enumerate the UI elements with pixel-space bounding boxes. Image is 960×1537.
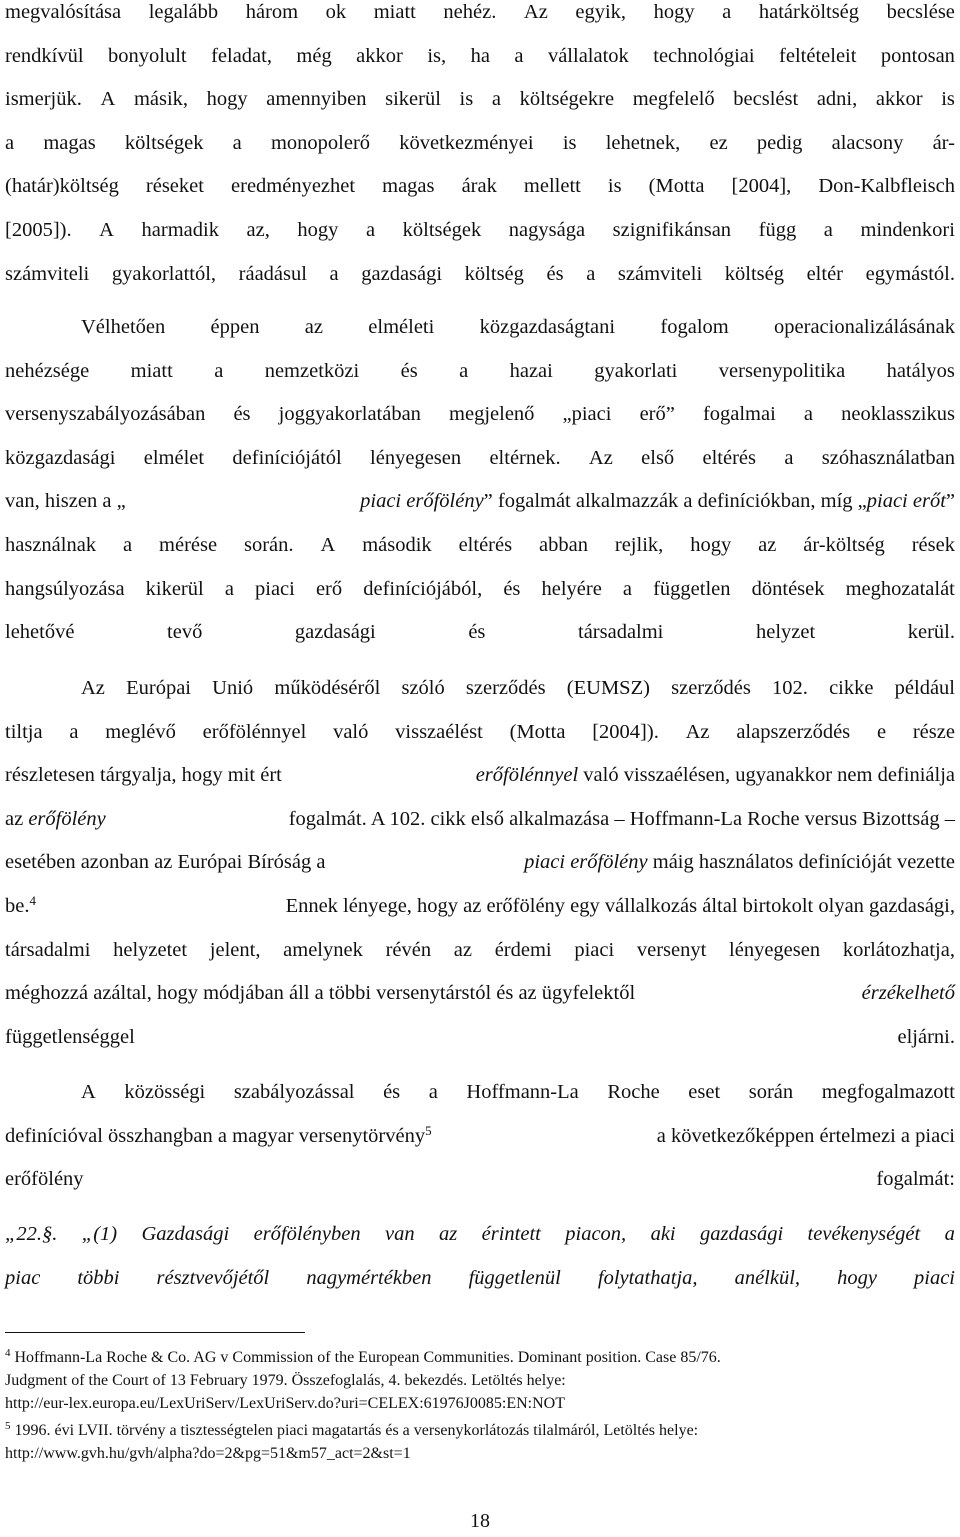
text-line bbox=[5, 568, 955, 612]
word: meghozatalát bbox=[845, 577, 955, 600]
word: versenyt bbox=[636, 938, 707, 961]
text-run: ” fogalmát alkalmazzák a definíciókban, míg „ bbox=[483, 490, 867, 513]
word: eredményezhet bbox=[231, 175, 356, 198]
footnote-number: 5 bbox=[5, 1420, 11, 1432]
word: függetlenül bbox=[468, 1266, 561, 1289]
word: nehéz. bbox=[443, 1, 497, 23]
word: [2004], bbox=[731, 175, 792, 198]
word: gazdasági bbox=[700, 1223, 784, 1245]
word: miatt bbox=[130, 359, 173, 382]
word: a bbox=[784, 446, 794, 469]
word: gyakorlati bbox=[594, 359, 678, 382]
italic-term: piaci erőfölény bbox=[360, 490, 484, 513]
word: szóhasználatban bbox=[821, 446, 955, 469]
word: ár- bbox=[932, 131, 955, 154]
word: és bbox=[400, 359, 418, 382]
italic-term: erőfölénnyel bbox=[475, 764, 579, 787]
word: hogy bbox=[206, 88, 248, 111]
text-line bbox=[5, 1071, 955, 1115]
word: piac bbox=[5, 1266, 41, 1289]
word: tevékenységét bbox=[807, 1223, 921, 1245]
word: érintett bbox=[481, 1223, 541, 1245]
word: operacionalizálásának bbox=[774, 316, 955, 338]
word: e bbox=[876, 720, 887, 743]
word: pedig bbox=[756, 131, 803, 154]
text-line: függetlenséggel eljárni. bbox=[5, 1025, 955, 1048]
text-line bbox=[5, 1213, 955, 1257]
paragraph-3 bbox=[5, 667, 955, 1059]
word: joggyakorlatában bbox=[278, 403, 421, 426]
footnote-number: 4 bbox=[5, 1347, 11, 1359]
word: nehézsége bbox=[5, 359, 90, 382]
word: „22.§. bbox=[5, 1223, 58, 1245]
word: Roche bbox=[607, 1081, 660, 1103]
text-run bbox=[360, 480, 955, 524]
text-run bbox=[5, 1115, 432, 1159]
text-line bbox=[5, 1257, 955, 1301]
text-run: ” bbox=[945, 490, 955, 513]
word: függ bbox=[758, 218, 797, 241]
word: fogalom bbox=[660, 316, 729, 338]
word: hogy bbox=[297, 218, 339, 241]
word: vállalatok bbox=[547, 44, 629, 67]
footnote-text: 1996. évi LVII. törvény a tisztességtelen piaci magatartás és a versenykorlátozás tilalmáról, Letöltés helye: bbox=[14, 1422, 699, 1439]
word: határköltség bbox=[758, 1, 860, 23]
text-line bbox=[5, 885, 955, 929]
word: piaci bbox=[574, 938, 615, 961]
word: az bbox=[453, 938, 472, 961]
footnote-ref-5[interactable]: 5 bbox=[425, 1122, 432, 1138]
word: [2004]). bbox=[592, 720, 659, 743]
word: A bbox=[81, 1081, 96, 1103]
word: eset bbox=[688, 1081, 721, 1103]
word: része bbox=[912, 720, 955, 743]
word: (Motta bbox=[509, 720, 566, 743]
word: is bbox=[941, 88, 955, 111]
word: pontosan bbox=[880, 44, 955, 67]
text-line bbox=[5, 306, 955, 350]
word: erő” bbox=[639, 403, 675, 426]
word: egyik, bbox=[575, 1, 627, 23]
word: aki bbox=[650, 1223, 676, 1245]
text-line bbox=[5, 209, 955, 253]
word: a bbox=[803, 403, 814, 426]
word: a bbox=[365, 218, 376, 241]
word: ha bbox=[470, 44, 490, 67]
word: a bbox=[944, 1223, 955, 1245]
word: hogy bbox=[837, 1266, 877, 1289]
word: erőfölénnyel bbox=[202, 720, 307, 743]
text-run: méghozzá azáltal, hogy módjában áll a többi versenytárstól és az ügyfelektől bbox=[5, 982, 641, 1005]
word: Hoffmann-La bbox=[466, 1081, 579, 1103]
word: versenypolitika bbox=[718, 359, 846, 382]
word: a bbox=[459, 359, 469, 382]
text-line bbox=[5, 929, 955, 973]
word: monopolerő bbox=[270, 131, 371, 154]
word: során bbox=[748, 1081, 794, 1103]
text-line bbox=[5, 437, 955, 481]
word: Gazdasági bbox=[141, 1223, 230, 1245]
paragraph-2 bbox=[5, 306, 955, 655]
word: a bbox=[428, 1081, 438, 1103]
word: réseket bbox=[145, 175, 204, 198]
text-run: fogalmát. A 102. cikk első alkalmazása – Hoffmann-La Roche versus Bizottság – bbox=[283, 807, 955, 830]
paragraph-4 bbox=[5, 1071, 955, 1202]
word: Az bbox=[588, 446, 613, 469]
word: van bbox=[385, 1223, 415, 1245]
word: révén bbox=[385, 938, 432, 961]
word: a bbox=[69, 720, 79, 743]
word: az, bbox=[246, 218, 270, 241]
word: Az bbox=[685, 720, 710, 743]
word: és bbox=[383, 1081, 401, 1103]
word: megfelelő bbox=[632, 88, 715, 111]
word: az bbox=[304, 316, 323, 338]
text-run: be. bbox=[5, 894, 30, 917]
text-run: részletesen tárgyalja, hogy mit ért bbox=[5, 764, 287, 787]
footnote-5 bbox=[5, 1419, 955, 1465]
word: is bbox=[459, 88, 474, 111]
text-line bbox=[5, 1115, 955, 1159]
word: piaci bbox=[914, 1266, 955, 1289]
word: szabályozással bbox=[233, 1081, 355, 1103]
word: Don-Kalbfleisch bbox=[818, 175, 955, 198]
word: feltételeit bbox=[779, 44, 857, 67]
word: alacsony bbox=[831, 131, 904, 154]
text-line bbox=[5, 711, 955, 755]
word: elmélet bbox=[143, 446, 205, 469]
word: is bbox=[607, 175, 622, 198]
word: is bbox=[562, 131, 577, 154]
word: A bbox=[320, 533, 336, 556]
text-line bbox=[5, 798, 955, 842]
footnote-line bbox=[5, 1419, 955, 1442]
word: szignifikánsan bbox=[612, 218, 732, 241]
word: költségekre bbox=[519, 88, 615, 111]
word: a bbox=[232, 131, 242, 154]
word: többi bbox=[77, 1266, 120, 1289]
word: akkor bbox=[356, 44, 403, 67]
word: három bbox=[245, 1, 299, 23]
word: feladat, bbox=[211, 44, 272, 67]
word: a bbox=[722, 1, 732, 23]
text-line bbox=[5, 524, 955, 568]
word: fogalmai bbox=[702, 403, 776, 426]
word: helyére bbox=[541, 577, 602, 600]
word: ok bbox=[325, 1, 347, 23]
word: (Motta bbox=[648, 175, 705, 198]
word: rések bbox=[911, 533, 955, 556]
word: abban bbox=[539, 533, 588, 556]
text-line: Az Európai Unió működéséről szóló szerződés (EUMSZ) szerződés 102. cikke például bbox=[81, 677, 955, 699]
word: becslést bbox=[733, 88, 799, 111]
text-line bbox=[5, 0, 955, 35]
word: tiltja bbox=[5, 720, 43, 743]
word: rejlik, bbox=[614, 533, 664, 556]
word: következményei bbox=[399, 131, 534, 154]
italic-term: piaci erőfölény bbox=[524, 851, 648, 874]
word: helyzetet bbox=[113, 938, 188, 961]
footnote-link[interactable]: http://eur-lex.europa.eu/LexUriServ/LexUriServ.do?uri=CELEX:61976J0085:EN:NOT bbox=[5, 1395, 565, 1412]
word: Az bbox=[523, 1, 548, 23]
text-run: a következőképpen értelmezi a piaci bbox=[651, 1124, 955, 1147]
paragraph-1 bbox=[5, 0, 955, 296]
text-run: máig használatos definícióját vezette bbox=[647, 851, 955, 874]
word: és bbox=[503, 577, 521, 600]
footnote-link[interactable]: http://www.gvh.hu/gvh/alpha?do=2&pg=51&m57_act=2&st=1 bbox=[5, 1445, 411, 1462]
word: ez bbox=[709, 131, 728, 154]
word: adni, bbox=[816, 88, 858, 111]
word: nagysága bbox=[508, 218, 586, 241]
text-run: van, hiszen a „ bbox=[5, 490, 126, 513]
word: és bbox=[233, 403, 251, 426]
word: erőfölényben bbox=[253, 1223, 361, 1245]
word: a bbox=[224, 577, 234, 600]
word: jelent, bbox=[209, 938, 261, 961]
word: hangsúlyozása bbox=[5, 577, 125, 600]
word: közösségi bbox=[124, 1081, 206, 1103]
word: használnak bbox=[5, 533, 97, 556]
text-line bbox=[5, 165, 955, 209]
footnote-ref-4[interactable]: 4 bbox=[29, 892, 36, 908]
word: amennyiben bbox=[266, 88, 367, 111]
text-line: erőfölény fogalmát: bbox=[5, 1168, 955, 1191]
word: alapszerződés bbox=[736, 720, 851, 743]
word: közgazdasági bbox=[5, 446, 116, 469]
word: közgazdaságtani bbox=[479, 316, 616, 338]
word: rendkívül bbox=[5, 44, 84, 67]
text-run bbox=[524, 841, 955, 885]
footnote-line: Judgment of the Court of 13 February 1979. Összefoglalás, 4. bekezdés. Letöltés helye: bbox=[5, 1372, 566, 1389]
word: a bbox=[823, 218, 833, 241]
text-run bbox=[5, 798, 106, 842]
word: a bbox=[514, 44, 524, 67]
text-run: definícióval összhangban a magyar versenytörvény bbox=[5, 1124, 426, 1147]
word: neoklasszikus bbox=[841, 403, 955, 426]
word: versenyszabályozásában bbox=[5, 403, 206, 426]
word: éppen bbox=[210, 316, 260, 338]
text-line bbox=[5, 78, 955, 122]
text-run bbox=[476, 754, 955, 798]
word: sikerül bbox=[385, 88, 441, 111]
word: amelynek bbox=[283, 938, 363, 961]
word: megjelenő bbox=[449, 403, 535, 426]
word: piacon, bbox=[565, 1223, 627, 1245]
word: a bbox=[491, 88, 501, 111]
word: nagymértékben bbox=[306, 1266, 432, 1289]
word: során. bbox=[244, 533, 294, 556]
word: másik, bbox=[133, 88, 189, 111]
word: lényegesen bbox=[729, 938, 821, 961]
word: lényegesen bbox=[370, 446, 462, 469]
word: folytathatja, bbox=[597, 1266, 698, 1289]
word: résztvevőjétől bbox=[156, 1266, 270, 1289]
word: A bbox=[99, 218, 114, 241]
word: piaci bbox=[255, 577, 295, 600]
text-line bbox=[5, 122, 955, 166]
footnote-line bbox=[5, 1346, 955, 1369]
text-line bbox=[5, 393, 955, 437]
word: [2005]). bbox=[5, 218, 72, 241]
footnote-text: Hoffmann-La Roche & Co. AG v Commission of the European Communities. Dominant position. Case 85/76. bbox=[14, 1349, 721, 1366]
word: technológiai bbox=[653, 44, 755, 67]
word: miatt bbox=[373, 1, 416, 23]
word: A bbox=[100, 88, 116, 111]
text-run: esetében azonban az Európai Bíróság a bbox=[5, 851, 331, 874]
word: érdemi bbox=[494, 938, 552, 961]
text-line bbox=[5, 480, 955, 524]
word: magas bbox=[43, 131, 96, 154]
word: független bbox=[653, 577, 731, 600]
word: „piaci bbox=[562, 403, 612, 426]
word: harmadik bbox=[141, 218, 219, 241]
word: definíciójából, bbox=[363, 577, 483, 600]
word: hogy bbox=[653, 1, 695, 23]
word: második bbox=[362, 533, 432, 556]
word: az bbox=[758, 533, 777, 556]
text-line bbox=[5, 35, 955, 79]
word: költségek bbox=[124, 131, 204, 154]
word: a bbox=[622, 577, 633, 600]
word: bonyolult bbox=[108, 44, 187, 67]
word: is, bbox=[427, 44, 447, 67]
word: legalább bbox=[148, 1, 219, 23]
word: megfogalmazott bbox=[821, 1081, 955, 1103]
word: a bbox=[5, 131, 15, 154]
text-line bbox=[5, 350, 955, 394]
text-line: számviteli gyakorlattól, ráadásul a gazdasági költség és a számviteli költség eltér egymástól. bbox=[5, 262, 955, 285]
italic-term: piaci erőt bbox=[866, 490, 946, 513]
word: eltérés bbox=[458, 533, 513, 556]
word: definíciójától bbox=[232, 446, 342, 469]
word: „(1) bbox=[81, 1223, 118, 1245]
word: döntések bbox=[751, 577, 825, 600]
word: visszaélést bbox=[395, 720, 483, 743]
word: korlátozhatja, bbox=[842, 938, 955, 961]
text-line bbox=[5, 841, 955, 885]
word: mindenkori bbox=[860, 218, 955, 241]
text-run: való visszaélésen, ugyanakkor nem definiálja bbox=[578, 764, 955, 787]
word: hogy bbox=[690, 533, 732, 556]
word: mérése bbox=[159, 533, 218, 556]
word: akkor bbox=[875, 88, 923, 111]
word: még bbox=[296, 44, 332, 67]
word: anélkül, bbox=[734, 1266, 801, 1289]
footnote-separator bbox=[5, 1332, 305, 1333]
text-line bbox=[5, 972, 955, 1016]
word: első bbox=[641, 446, 675, 469]
word: lehetnek, bbox=[605, 131, 681, 154]
word: kikerül bbox=[145, 577, 204, 600]
word: eltérnek. bbox=[489, 446, 561, 469]
word: meglévő bbox=[105, 720, 176, 743]
word: megvalósítása bbox=[5, 1, 122, 23]
word: való bbox=[333, 720, 369, 743]
text-run: Ennek lényege, hogy az erőfölény egy vállalkozás által birtokolt olyan gazdasági, bbox=[280, 894, 955, 917]
italic-term: erőfölény bbox=[28, 807, 106, 830]
word: elméleti bbox=[368, 316, 435, 338]
text-run: az bbox=[5, 807, 29, 830]
text-run bbox=[5, 885, 36, 929]
word: erő bbox=[315, 577, 343, 600]
text-line bbox=[5, 754, 955, 798]
word: a bbox=[214, 359, 224, 382]
page-number: 18 bbox=[470, 1510, 490, 1532]
word: az bbox=[439, 1223, 458, 1245]
word: magas bbox=[382, 175, 435, 198]
legal-quote bbox=[5, 1213, 955, 1300]
word: Vélhetően bbox=[81, 316, 166, 338]
word: árak bbox=[461, 175, 497, 198]
footnote-4 bbox=[5, 1346, 955, 1415]
word: ár-költség bbox=[803, 533, 885, 556]
word: mellett bbox=[523, 175, 581, 198]
word: hazai bbox=[509, 359, 553, 382]
word: költségek bbox=[402, 218, 482, 241]
word: a bbox=[123, 533, 133, 556]
word: nemzetközi bbox=[264, 359, 360, 382]
word: hatályos bbox=[886, 359, 955, 382]
text-line: lehetővé tevő gazdasági és társadalmi helyzet kerül. bbox=[5, 621, 955, 644]
word: (határ)költség bbox=[5, 175, 119, 198]
word: ismerjük. bbox=[5, 88, 82, 111]
word: eltérés bbox=[702, 446, 757, 469]
word: társadalmi bbox=[5, 938, 91, 961]
word: becslése bbox=[886, 1, 955, 23]
italic-term: érzékelhető bbox=[861, 982, 955, 1005]
